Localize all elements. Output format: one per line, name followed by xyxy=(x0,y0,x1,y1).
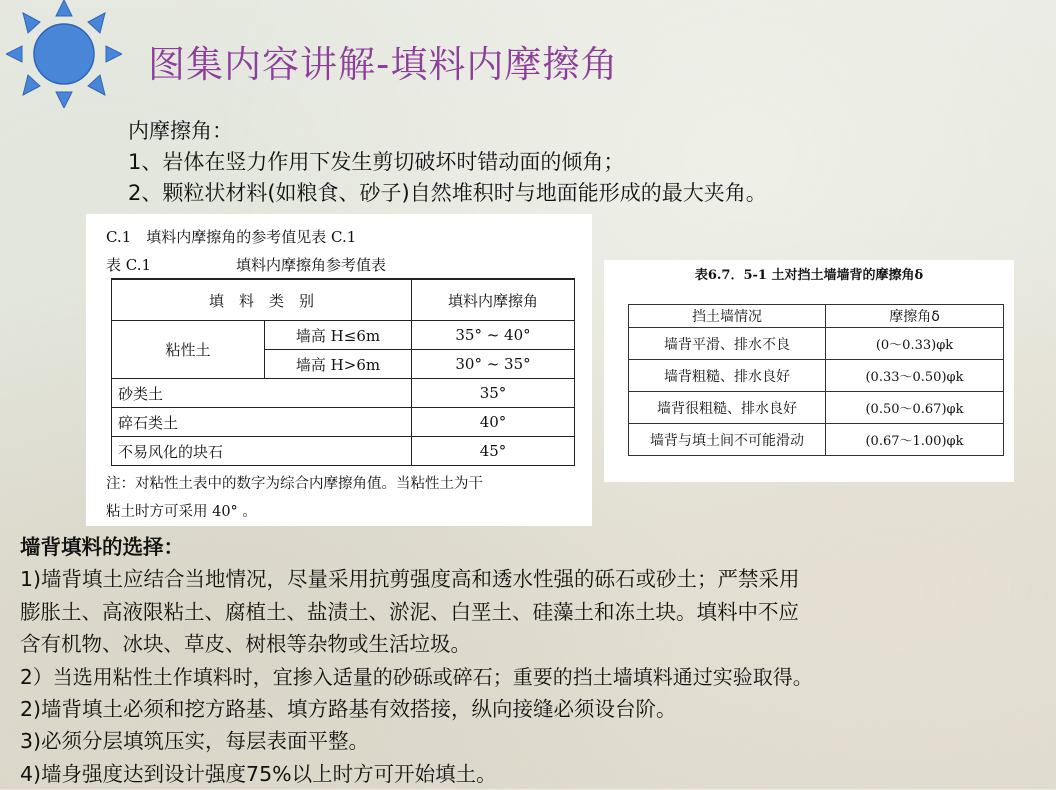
table-c1 xyxy=(111,278,575,466)
backfill-line: 2）当选用粘性土作填料时，宜掺入适量的砂砾或碎石；重要的挡土墙填料通过实验取得。 xyxy=(20,664,813,689)
table-651 xyxy=(628,304,1004,456)
table-c1-caption-title: 填料内摩擦角参考值表 xyxy=(236,256,387,274)
backfill-line: 1)墙背填土应结合当地情况，尽量采用抗剪强度高和透水性强的砾石或砂土；严禁采用 xyxy=(20,567,800,592)
table-row xyxy=(112,437,575,466)
table-row xyxy=(112,408,575,437)
table-cell-category: 碎石类土 xyxy=(112,408,412,437)
table-row xyxy=(629,424,1004,456)
intro-item: 2、颗粒状材料(如粮食、砂子)自然堆积时与地面能形成的最大夹角。 xyxy=(128,181,767,205)
table-c1-card xyxy=(86,214,592,526)
table-651-title: 表6.7．5-1 土对挡土墙墙背的摩擦角δ xyxy=(694,268,924,283)
table-row xyxy=(629,392,1004,424)
table-row xyxy=(629,360,1004,392)
backfill-heading: 墙背填料的选择： xyxy=(20,535,184,559)
table-header: 填 料 类 别 xyxy=(112,279,412,321)
intro-heading: 内摩擦角： xyxy=(128,119,233,143)
table-header-row xyxy=(112,279,575,321)
table-cell-value: 40° xyxy=(412,408,575,437)
table-cell-condition: 墙高 H>6m xyxy=(265,350,412,379)
table-cell-value: 30° ~ 35° xyxy=(412,350,575,379)
table-651-card xyxy=(604,260,1014,482)
table-cell-condition: 墙背很粗糙、排水良好 xyxy=(629,392,826,424)
table-cell-condition: 墙高 H≤6m xyxy=(265,321,412,350)
table-c1-caption-label: 表 C.1 xyxy=(106,256,152,274)
sun-icon xyxy=(6,0,122,108)
table-cell-value: (0～0.33)φk xyxy=(826,328,1004,360)
table-cell-category: 砂类土 xyxy=(112,379,412,408)
slide-title: 图集内容讲解-填料内摩擦角 xyxy=(148,43,619,86)
table-cell-value: (0.50～0.67)φk xyxy=(826,392,1004,424)
table-header: 填料内摩擦角 xyxy=(412,279,575,321)
table-cell-condition: 墙背平滑、排水不良 xyxy=(629,328,826,360)
table-cell-value: (0.67～1.00)φk xyxy=(826,424,1004,456)
backfill-line: 3)必须分层填筑压实，每层表面平整。 xyxy=(20,729,370,754)
table-header: 摩擦角δ xyxy=(826,305,1004,328)
table-row xyxy=(112,379,575,408)
table-cell-condition: 墙背与填土间不可能滑动 xyxy=(629,424,826,456)
table-cell-category: 不易风化的块石 xyxy=(112,437,412,466)
table-cell-value: (0.33～0.50)φk xyxy=(826,360,1004,392)
table-cell-value: 35° xyxy=(412,379,575,408)
table-cell-value: 45° xyxy=(412,437,575,466)
table-header-row xyxy=(629,305,1004,328)
backfill-line: 4)墙身强度达到设计强度75%以上时方可开始填土。 xyxy=(20,761,497,786)
table-cell-category: 粘性土 xyxy=(112,321,265,379)
backfill-line: 含有机物、冰块、草皮、树根等杂物或生活垃圾。 xyxy=(20,632,471,657)
table-row xyxy=(112,321,575,350)
intro-item: 1、岩体在竖力作用下发生剪切破坏时错动面的倾角； xyxy=(128,150,625,174)
table-c1-caption xyxy=(106,254,386,275)
table-c1-section: C.1 填料内摩擦角的参考值见表 C.1 xyxy=(106,228,357,246)
table-header: 挡土墙情况 xyxy=(629,305,826,328)
intro-block xyxy=(128,116,767,209)
table-cell-value: 35° ~ 40° xyxy=(412,321,575,350)
table-c1-note: 粘土时方可采用 40° 。 xyxy=(106,504,257,520)
table-row xyxy=(629,328,1004,360)
backfill-line: 膨胀土、高液限粘土、腐植土、盐渍土、淤泥、白垩土、硅藻土和冻土块。填料中不应 xyxy=(20,599,799,624)
table-c1-note: 注：对粘性土表中的数字为综合内摩擦角值。当粘性土为干 xyxy=(106,476,483,492)
backfill-line: 2)墙背填土必须和挖方路基、填方路基有效搭接，纵向接缝必须设台阶。 xyxy=(20,697,677,722)
backfill-block xyxy=(20,531,813,790)
table-cell-condition: 墙背粗糙、排水良好 xyxy=(629,360,826,392)
